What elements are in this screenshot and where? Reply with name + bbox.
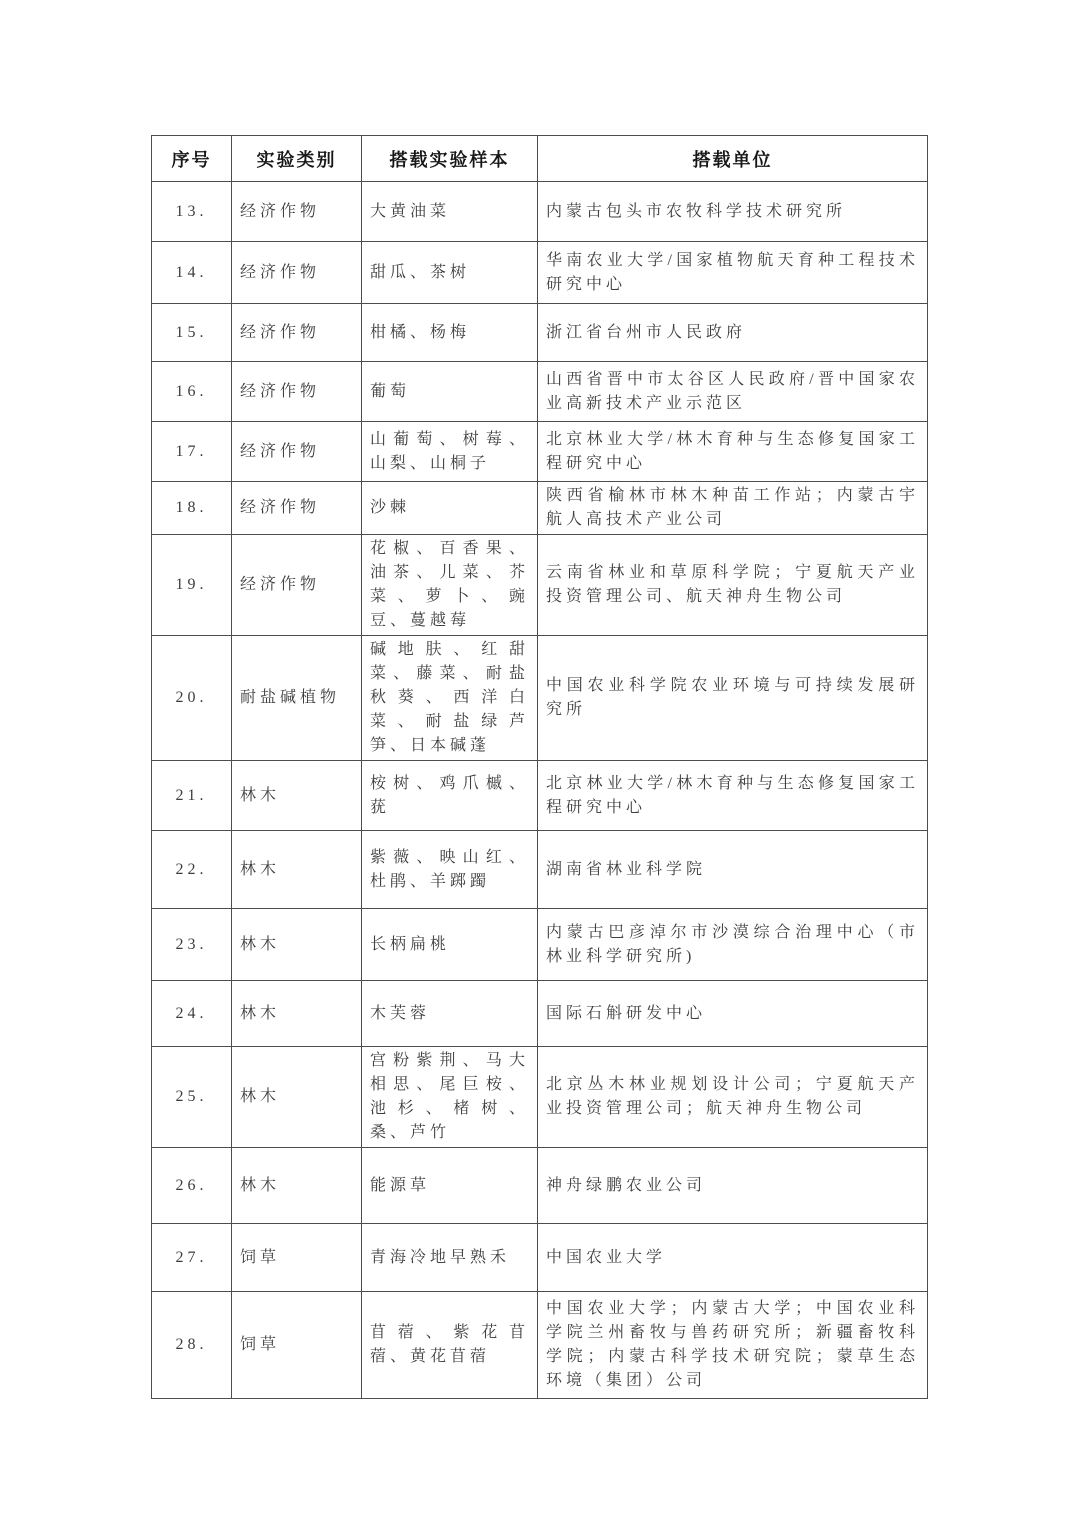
cell-sample: 山葡萄、树莓、山梨、山桐子 <box>362 422 538 482</box>
cell-no: 24. <box>152 981 232 1047</box>
cell-category: 经济作物 <box>232 242 362 304</box>
cell-sample: 能源草 <box>362 1148 538 1224</box>
cell-category: 经济作物 <box>232 304 362 362</box>
cell-no: 25. <box>152 1047 232 1148</box>
cell-no: 15. <box>152 304 232 362</box>
cell-unit: 中国农业大学 <box>538 1224 928 1292</box>
cell-sample: 大黄油菜 <box>362 182 538 242</box>
cell-unit: 华南农业大学/国家植物航天育种工程技术研究中心 <box>538 242 928 304</box>
cell-sample: 苜蓿、紫花苜蓿、黄花苜蓿 <box>362 1292 538 1399</box>
cell-sample: 青海冷地早熟禾 <box>362 1224 538 1292</box>
cell-unit: 神舟绿鹏农业公司 <box>538 1148 928 1224</box>
table-row <box>152 761 928 831</box>
table-row <box>152 909 928 981</box>
table-row <box>152 636 928 761</box>
cell-no: 28. <box>152 1292 232 1399</box>
cell-category: 经济作物 <box>232 422 362 482</box>
cell-category: 耐盐碱植物 <box>232 636 362 761</box>
table-row <box>152 422 928 482</box>
table-row <box>152 1148 928 1224</box>
cell-unit: 中国农业大学；内蒙古大学；中国农业科学院兰州畜牧与兽药研究所；新疆畜牧科学院；内蒙古科学技术研究院；蒙草生态环境（集团）公司 <box>538 1292 928 1399</box>
cell-unit: 北京丛木林业规划设计公司；宁夏航天产业投资管理公司；航天神舟生物公司 <box>538 1047 928 1148</box>
cell-category: 林木 <box>232 981 362 1047</box>
cell-category: 经济作物 <box>232 482 362 535</box>
cell-no: 27. <box>152 1224 232 1292</box>
table-row <box>152 1292 928 1399</box>
cell-sample: 长柄扁桃 <box>362 909 538 981</box>
cell-unit: 陕西省榆林市林木种苗工作站；内蒙古宇航人高技术产业公司 <box>538 482 928 535</box>
cell-sample: 柑橘、杨梅 <box>362 304 538 362</box>
cell-no: 19. <box>152 535 232 636</box>
table-row <box>152 1047 928 1148</box>
cell-unit: 浙江省台州市人民政府 <box>538 304 928 362</box>
cell-unit: 北京林业大学/林木育种与生态修复国家工程研究中心 <box>538 422 928 482</box>
table-row <box>152 362 928 422</box>
cell-no: 21. <box>152 761 232 831</box>
cell-category: 林木 <box>232 761 362 831</box>
cell-unit: 内蒙古包头市农牧科学技术研究所 <box>538 182 928 242</box>
cell-unit: 北京林业大学/林木育种与生态修复国家工程研究中心 <box>538 761 928 831</box>
table-row <box>152 831 928 909</box>
cell-sample: 甜瓜、茶树 <box>362 242 538 304</box>
header-cell-sample: 搭载实验样本 <box>362 136 538 182</box>
cell-category: 饲草 <box>232 1292 362 1399</box>
header-cell-unit: 搭载单位 <box>538 136 928 182</box>
cell-sample: 葡萄 <box>362 362 538 422</box>
cell-no: 14. <box>152 242 232 304</box>
table-row <box>152 535 928 636</box>
cell-sample: 碱地肤、红甜菜、藤菜、耐盐秋葵、西洋白菜、耐盐绿芦笋、日本碱蓬 <box>362 636 538 761</box>
cell-no: 20. <box>152 636 232 761</box>
cell-sample: 桉树、鸡爪槭、莸 <box>362 761 538 831</box>
cell-unit: 山西省晋中市太谷区人民政府/晋中国家农业高新技术产业示范区 <box>538 362 928 422</box>
cell-category: 经济作物 <box>232 362 362 422</box>
cell-no: 23. <box>152 909 232 981</box>
header-cell-no: 序号 <box>152 136 232 182</box>
cell-category: 经济作物 <box>232 182 362 242</box>
table-header-row <box>152 136 928 182</box>
cell-no: 13. <box>152 182 232 242</box>
cell-sample: 紫薇、映山红、杜鹃、羊踯躅 <box>362 831 538 909</box>
table-row <box>152 482 928 535</box>
cell-category: 经济作物 <box>232 535 362 636</box>
cell-sample: 花椒、百香果、油茶、儿菜、芥菜、萝卜、豌豆、蔓越莓 <box>362 535 538 636</box>
cell-sample: 木芙蓉 <box>362 981 538 1047</box>
cell-no: 17. <box>152 422 232 482</box>
cell-no: 16. <box>152 362 232 422</box>
cell-sample: 宫粉紫荆、马大相思、尾巨桉、池杉、楮树、桑、芦竹 <box>362 1047 538 1148</box>
cell-category: 林木 <box>232 1047 362 1148</box>
header-cell-category: 实验类别 <box>232 136 362 182</box>
cell-category: 林木 <box>232 1148 362 1224</box>
cell-unit: 国际石斛研发中心 <box>538 981 928 1047</box>
experiments-table <box>151 135 928 1399</box>
cell-unit: 中国农业科学院农业环境与可持续发展研究所 <box>538 636 928 761</box>
cell-unit: 内蒙古巴彦淖尔市沙漠综合治理中心（市林业科学研究所) <box>538 909 928 981</box>
table-row <box>152 304 928 362</box>
cell-category: 饲草 <box>232 1224 362 1292</box>
table-row <box>152 242 928 304</box>
cell-sample: 沙棘 <box>362 482 538 535</box>
table-row <box>152 1224 928 1292</box>
cell-unit: 湖南省林业科学院 <box>538 831 928 909</box>
cell-no: 26. <box>152 1148 232 1224</box>
table-row <box>152 182 928 242</box>
cell-category: 林木 <box>232 909 362 981</box>
cell-no: 18. <box>152 482 232 535</box>
cell-category: 林木 <box>232 831 362 909</box>
cell-no: 22. <box>152 831 232 909</box>
table-row <box>152 981 928 1047</box>
cell-unit: 云南省林业和草原科学院；宁夏航天产业投资管理公司、航天神舟生物公司 <box>538 535 928 636</box>
